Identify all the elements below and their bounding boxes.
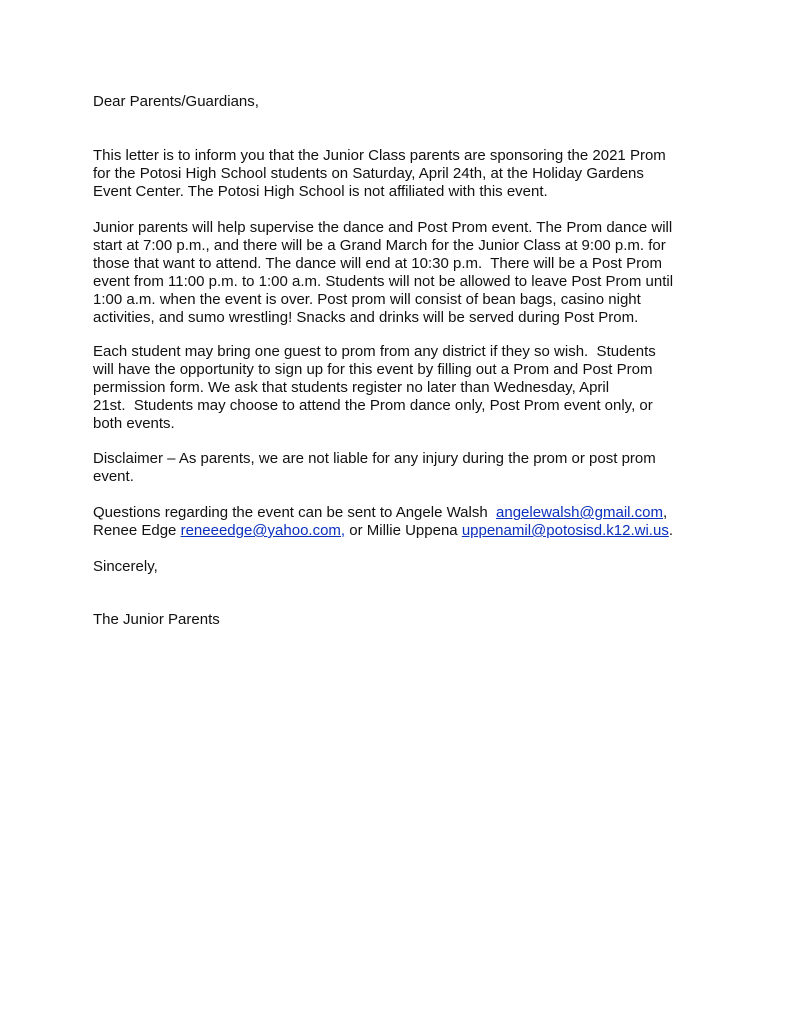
paragraph-2-line: start at 7:00 p.m., and there will be a Grand March for the Junior Class at 9:00 p.m. for	[93, 237, 666, 254]
contacts-text: Renee Edge	[93, 522, 181, 539]
paragraph-3-line: 21st. Students may choose to attend the Prom dance only, Post Prom event only, or	[93, 397, 653, 414]
closing: Sincerely,	[93, 558, 158, 575]
punctuation: .	[668, 522, 673, 539]
paragraph-1-line: This letter is to inform you that the Junior Class parents are sponsoring the 2021 Prom	[93, 147, 666, 164]
punctuation: ,	[663, 504, 668, 521]
paragraph-2-line: those that want to attend. The dance will end at 10:30 p.m. There will be a Post Prom	[93, 255, 662, 272]
paragraph-4-line: Disclaimer – As parents, we are not liable for any injury during the prom or post prom	[93, 450, 656, 467]
paragraph-4-line: event.	[93, 468, 134, 485]
contacts-line-2	[93, 522, 673, 540]
email-link-angele[interactable]: angelewalsh@gmail.com	[496, 504, 664, 521]
paragraph-2-line: activities, and sumo wrestling! Snacks and drinks will be served during Post Prom.	[93, 309, 639, 326]
paragraph-2-line: 1:00 a.m. when the event is over. Post prom will consist of bean bags, casino night	[93, 291, 641, 308]
paragraph-3-line: will have the opportunity to sign up for this event by filling out a Prom and Post Prom	[93, 361, 653, 378]
email-link-renee[interactable]: reneeedge@yahoo.com,	[180, 522, 346, 539]
contacts-text: or Millie Uppena	[345, 522, 462, 539]
paragraph-3-line: Each student may bring one guest to prom from any district if they so wish. Students	[93, 343, 656, 360]
signature: The Junior Parents	[93, 611, 220, 628]
paragraph-2-line: event from 11:00 p.m. to 1:00 a.m. Students will not be allowed to leave Post Prom until	[93, 273, 674, 290]
contacts-text: Questions regarding the event can be sent to Angele Walsh	[93, 504, 497, 521]
paragraph-3-line: permission form. We ask that students register no later than Wednesday, April	[93, 379, 610, 396]
paragraph-1-line: for the Potosi High School students on Saturday, April 24th, at the Holiday Gardens	[93, 165, 644, 182]
contacts-line-1	[93, 504, 667, 522]
paragraph-1-line: Event Center. The Potosi High School is not affiliated with this event.	[93, 183, 548, 200]
salutation: Dear Parents/Guardians,	[93, 93, 259, 110]
email-link-millie[interactable]: uppenamil@potosisd.k12.wi.us	[461, 522, 669, 539]
paragraph-3-line: both events.	[93, 415, 175, 432]
paragraph-2-line: Junior parents will help supervise the dance and Post Prom event. The Prom dance will	[93, 219, 673, 236]
